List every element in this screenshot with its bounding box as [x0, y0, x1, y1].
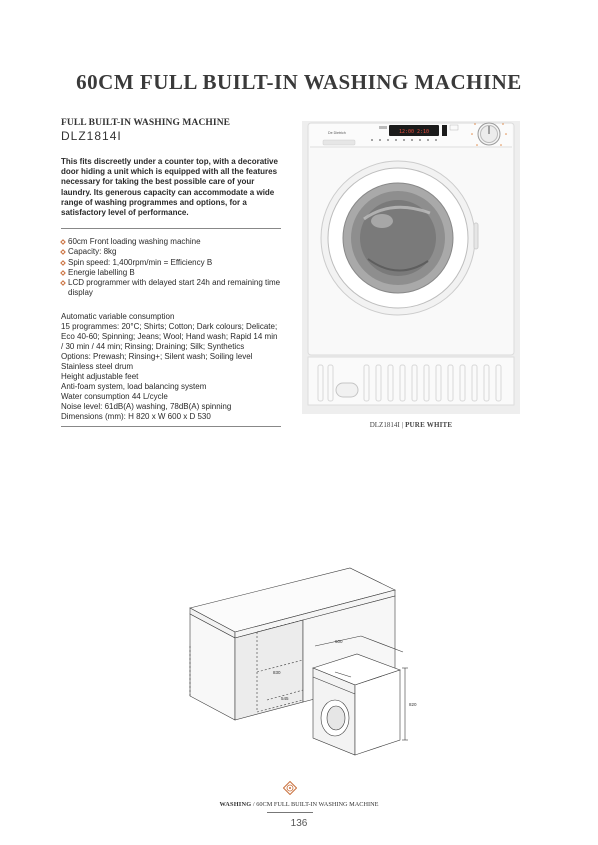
feature-item — [61, 247, 281, 257]
caption-separator: | — [401, 421, 404, 429]
footer-section: WASHING — [219, 801, 252, 808]
feature-item — [61, 237, 281, 247]
dimension-label: 830 — [273, 670, 281, 675]
footer-divider — [267, 812, 313, 813]
spec-item: Dimensions (mm): H 820 x W 600 x D 530 — [61, 412, 211, 422]
dimension-label: 545 — [281, 696, 289, 701]
spec-item: Options: Prewash; Rinsing+; Silent wash; Soiling level — [61, 352, 253, 362]
door-handle — [474, 223, 478, 249]
dimension-label: 600 — [335, 639, 343, 644]
dimension-label: 820 — [409, 702, 417, 707]
model-code: DLZ1814I — [61, 129, 122, 143]
footer-separator: / — [252, 801, 255, 808]
feature-text: Capacity: 8kg — [68, 247, 117, 257]
footer-subtitle: 60CM FULL BUILT-IN WASHING MACHINE — [256, 801, 379, 808]
spec-item: Noise level: 61dB(A) washing, 78dB(A) spinning — [61, 402, 232, 412]
page-number: 136 — [290, 818, 308, 829]
filter-cover — [336, 383, 358, 397]
diamond-bullet-icon — [60, 270, 66, 276]
installation-diagram — [185, 560, 425, 765]
caption-model: DLZ1814I — [369, 421, 400, 429]
spec-item: Automatic variable consumption — [61, 312, 175, 322]
footer-caption — [0, 801, 598, 808]
spec-item: 15 programmes: 20°C; Shirts; Cotton; Dark colours; Delicate; Eco 40-60; Spinning; Jeans; Wool; Hand wash; Rapid 14 min / 30 min / 44 min; Rinsing; Draining; Silk; Synthetics — [61, 322, 278, 352]
intro-text: This fits discreetly under a counter top, with a decorative door hiding a unit which is equipped with all the features necessary for taking the best possible care of your laundry. Its generous capacity can accommodate a wide range of washing programmes and options, for a satisfactory level of performance. — [61, 157, 278, 218]
detergent-drawer — [323, 140, 355, 145]
feature-item — [61, 278, 281, 298]
product-photo — [302, 121, 520, 414]
feature-text: Spin speed: 1,400rpm/min = Efficiency B — [68, 257, 213, 267]
brand-emblem-icon — [283, 781, 297, 795]
display-time: 12:00 2:10 — [398, 129, 430, 135]
diamond-bullet-icon — [60, 250, 66, 256]
spec-item: Height adjustable feet — [61, 372, 139, 382]
spec-item: Anti-foam system, load balancing system — [61, 382, 207, 392]
photo-caption — [302, 421, 520, 429]
feature-item — [61, 258, 281, 268]
feature-text: Energie labelling B — [68, 267, 135, 277]
divider — [61, 228, 281, 229]
feature-text: 60cm Front loading washing machine — [68, 237, 201, 247]
divider — [61, 426, 281, 427]
page-title: 60CM FULL BUILT-IN WASHING MACHINE — [76, 70, 522, 94]
spec-item: Stainless steel drum — [61, 362, 134, 372]
feature-text: LCD programmer with delayed start 24h and remaining time display — [68, 278, 281, 298]
feature-item — [61, 268, 281, 278]
spec-list — [61, 312, 281, 422]
caption-colour: PURE WHITE — [405, 421, 453, 429]
brand-label: De Dietrich — [328, 131, 346, 135]
feature-list — [61, 237, 281, 298]
diamond-bullet-icon — [60, 239, 66, 245]
diamond-bullet-icon — [60, 260, 66, 266]
product-description — [61, 118, 281, 427]
diamond-bullet-icon — [60, 280, 66, 286]
plinth-panel — [308, 357, 514, 405]
spec-item: Water consumption 44 L/cycle — [61, 392, 168, 402]
display-indicator — [379, 126, 387, 129]
product-type: FULL BUILT-IN WASHING MACHINE — [61, 118, 231, 128]
